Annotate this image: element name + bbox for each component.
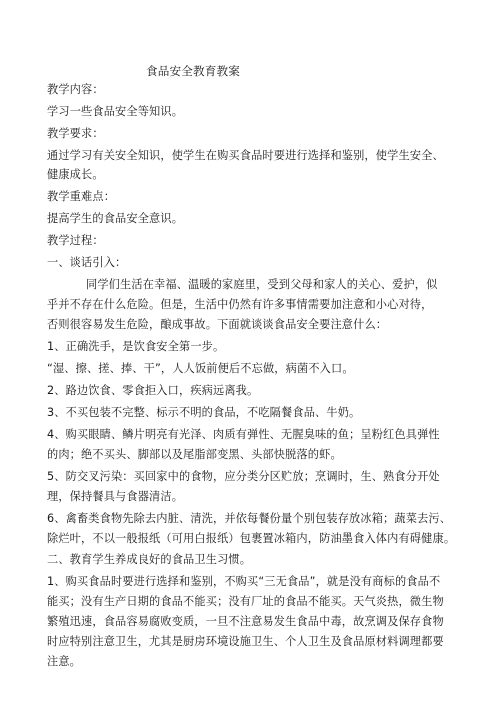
section-heading: 教学内容： [47, 83, 104, 96]
paragraph-line: 乎并不存在什么危险。但是，生活中仍然有许多事情需要加注意和小心对待， [47, 298, 433, 311]
list-item: 4、购买眼睛、鳞片明亮有光泽、肉质有弹性、无腥臭味的鱼；呈粉红色具弹性 [47, 428, 440, 441]
list-item: 除烂叶，不以一般报纸（可用白报纸）包裹置冰箱内，防油墨食入体内有碍健康。 [47, 532, 456, 545]
section-heading: 二、教育学生养成良好的食品卫生习惯。 [47, 553, 252, 566]
paragraph-line: 学习一些食品安全等知识。 [47, 105, 184, 118]
paragraph-line: 否则很容易发生危险，酿成事故。下面就谈谈食品安全要注意什么： [47, 318, 388, 331]
list-item: 2、路边饮食、零食拒入口，疾病远离我。 [47, 384, 259, 397]
paragraph-line: 健康成长。 [47, 168, 104, 181]
list-item: 3、不买包装不完整、标示不明的食品，不吃隔餐食品、牛奶。 [47, 406, 361, 419]
section-heading: 教学要求： [47, 127, 104, 140]
paragraph-line: 通过学习有关安全知识，使学生在购买食品时要进行选择和鉴别，使学生安全、 [47, 149, 444, 162]
list-item: “湿、擦、搓、捧、干”，人人饭前便后不忘做，病菌不入口。 [47, 362, 354, 375]
list-item: 时应特别注意卫生，尤其是厨房环境设施卫生、个人卫生及食品原材料调理都要 [47, 635, 444, 648]
document-title: 食品安全教育教案 [146, 64, 240, 78]
paragraph-line: 提高学生的食品安全意识。 [47, 212, 184, 225]
list-item: 理，保持餐具与食器清洁。 [47, 490, 184, 503]
list-item: 能买；没有生产日期的食品不能买；没有厂址的食品不能买。天气炎热，微生物 [47, 595, 444, 608]
section-heading: 一、谈话引入： [47, 256, 127, 269]
section-heading: 教学重难点： [47, 190, 116, 203]
section-heading: 教学过程： [47, 234, 104, 247]
list-item: 5、防交叉污染：买回家中的食物，应分类分区贮放；烹调时，生、熟食分开处 [47, 470, 440, 483]
list-item: 1、购买食品时要进行选择和鉴别，不购买“三无食品”，就是没有商标的食品不 [47, 575, 441, 588]
list-item: 1、正确洗手，是饮食安全第一步。 [47, 340, 225, 353]
list-item: 6、禽畜类食物先除去内脏、清洗，并依每餐份量个别包装存放冰箱；蔬菜去污、 [47, 512, 452, 525]
list-item: 的肉；绝不买头、脚部以及尾脂部变黑、头部快脱落的虾。 [47, 448, 342, 461]
list-item: 繁殖迅速，食品容易腐败变质，一旦不注意易发生食品中毒，故烹调及保存食物 [47, 615, 444, 628]
paragraph-line: 同学们生活在幸福、温暖的家庭里，受到父母和家人的关心、爱护，似 [86, 278, 438, 291]
list-item: 注意。 [47, 655, 82, 668]
